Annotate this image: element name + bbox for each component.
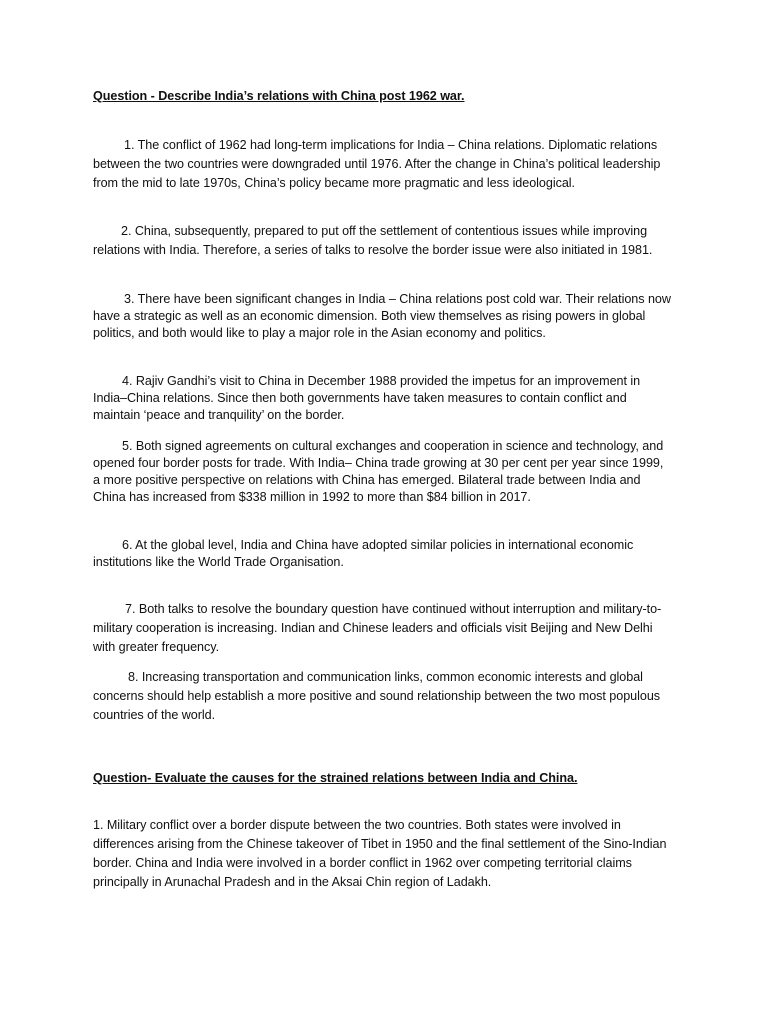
question-2-heading: Question- Evaluate the causes for the strained relations between India and China. (93, 771, 578, 785)
answer-point-4: 4. Rajiv Gandhi’s visit to China in December 1988 provided the impetus for an improvement in India–China relations. Since then both governments have taken measures to contain conflict and maintain ‘peace and tranquility’ on the border. (93, 374, 641, 422)
question-1-heading: Question - Describe India’s relations with China post 1962 war. (93, 89, 465, 103)
answer-point-5: 5. Both signed agreements on cultural exchanges and cooperation in science and technology, and opened four border posts for trade. With India– China trade growing at 30 per cent per year since 1999, a more positive perspective on relations with China has emerged. Bilateral trade between India and China has increased from $338 million in 1992 to more than $84 billion in 2017. (93, 439, 664, 504)
answer-point-7: 7. Both talks to resolve the boundary question have continued without interruption and military-to-military cooperation is increasing. Indian and Chinese leaders and officials visit Beijing and New Delhi with greater frequency. (93, 602, 662, 654)
answer-point-1: 1. The conflict of 1962 had long-term implications for India – China relations. Diplomatic relations between the two countries were downgraded until 1976. After the change in China’s political leadership from the mid to late 1970s, China’s policy became more pragmatic and less ideological. (93, 138, 661, 190)
cause-point-1: 1. Military conflict over a border dispute between the two countries. Both states were involved in differences arising from the Chinese takeover of Tibet in 1950 and the final settlement of the Sino-Indian border. China and India were involved in a border conflict in 1962 over competing territorial claims principally in Arunachal Pradesh and in the Aksai Chin region of Ladakh. (93, 818, 667, 889)
answer-point-2: 2. China, subsequently, prepared to put off the settlement of contentious issues while improving relations with India. Therefore, a series of talks to resolve the border issue were also initiated in 1981. (93, 224, 653, 257)
answer-point-3: 3. There have been significant changes in India – China relations post cold war. Their relations now have a strategic as well as an economic dimension. Both view themselves as rising powers in global politics, and both would like to play a major role in the Asian economy and politics. (93, 292, 671, 340)
answer-point-8: 8. Increasing transportation and communication links, common economic interests and global concerns should help establish a more positive and sound relationship between the two most populous countries of the world. (93, 670, 661, 722)
answer-point-6: 6. At the global level, India and China have adopted similar policies in international economic institutions like the World Trade Organisation. (93, 538, 634, 569)
